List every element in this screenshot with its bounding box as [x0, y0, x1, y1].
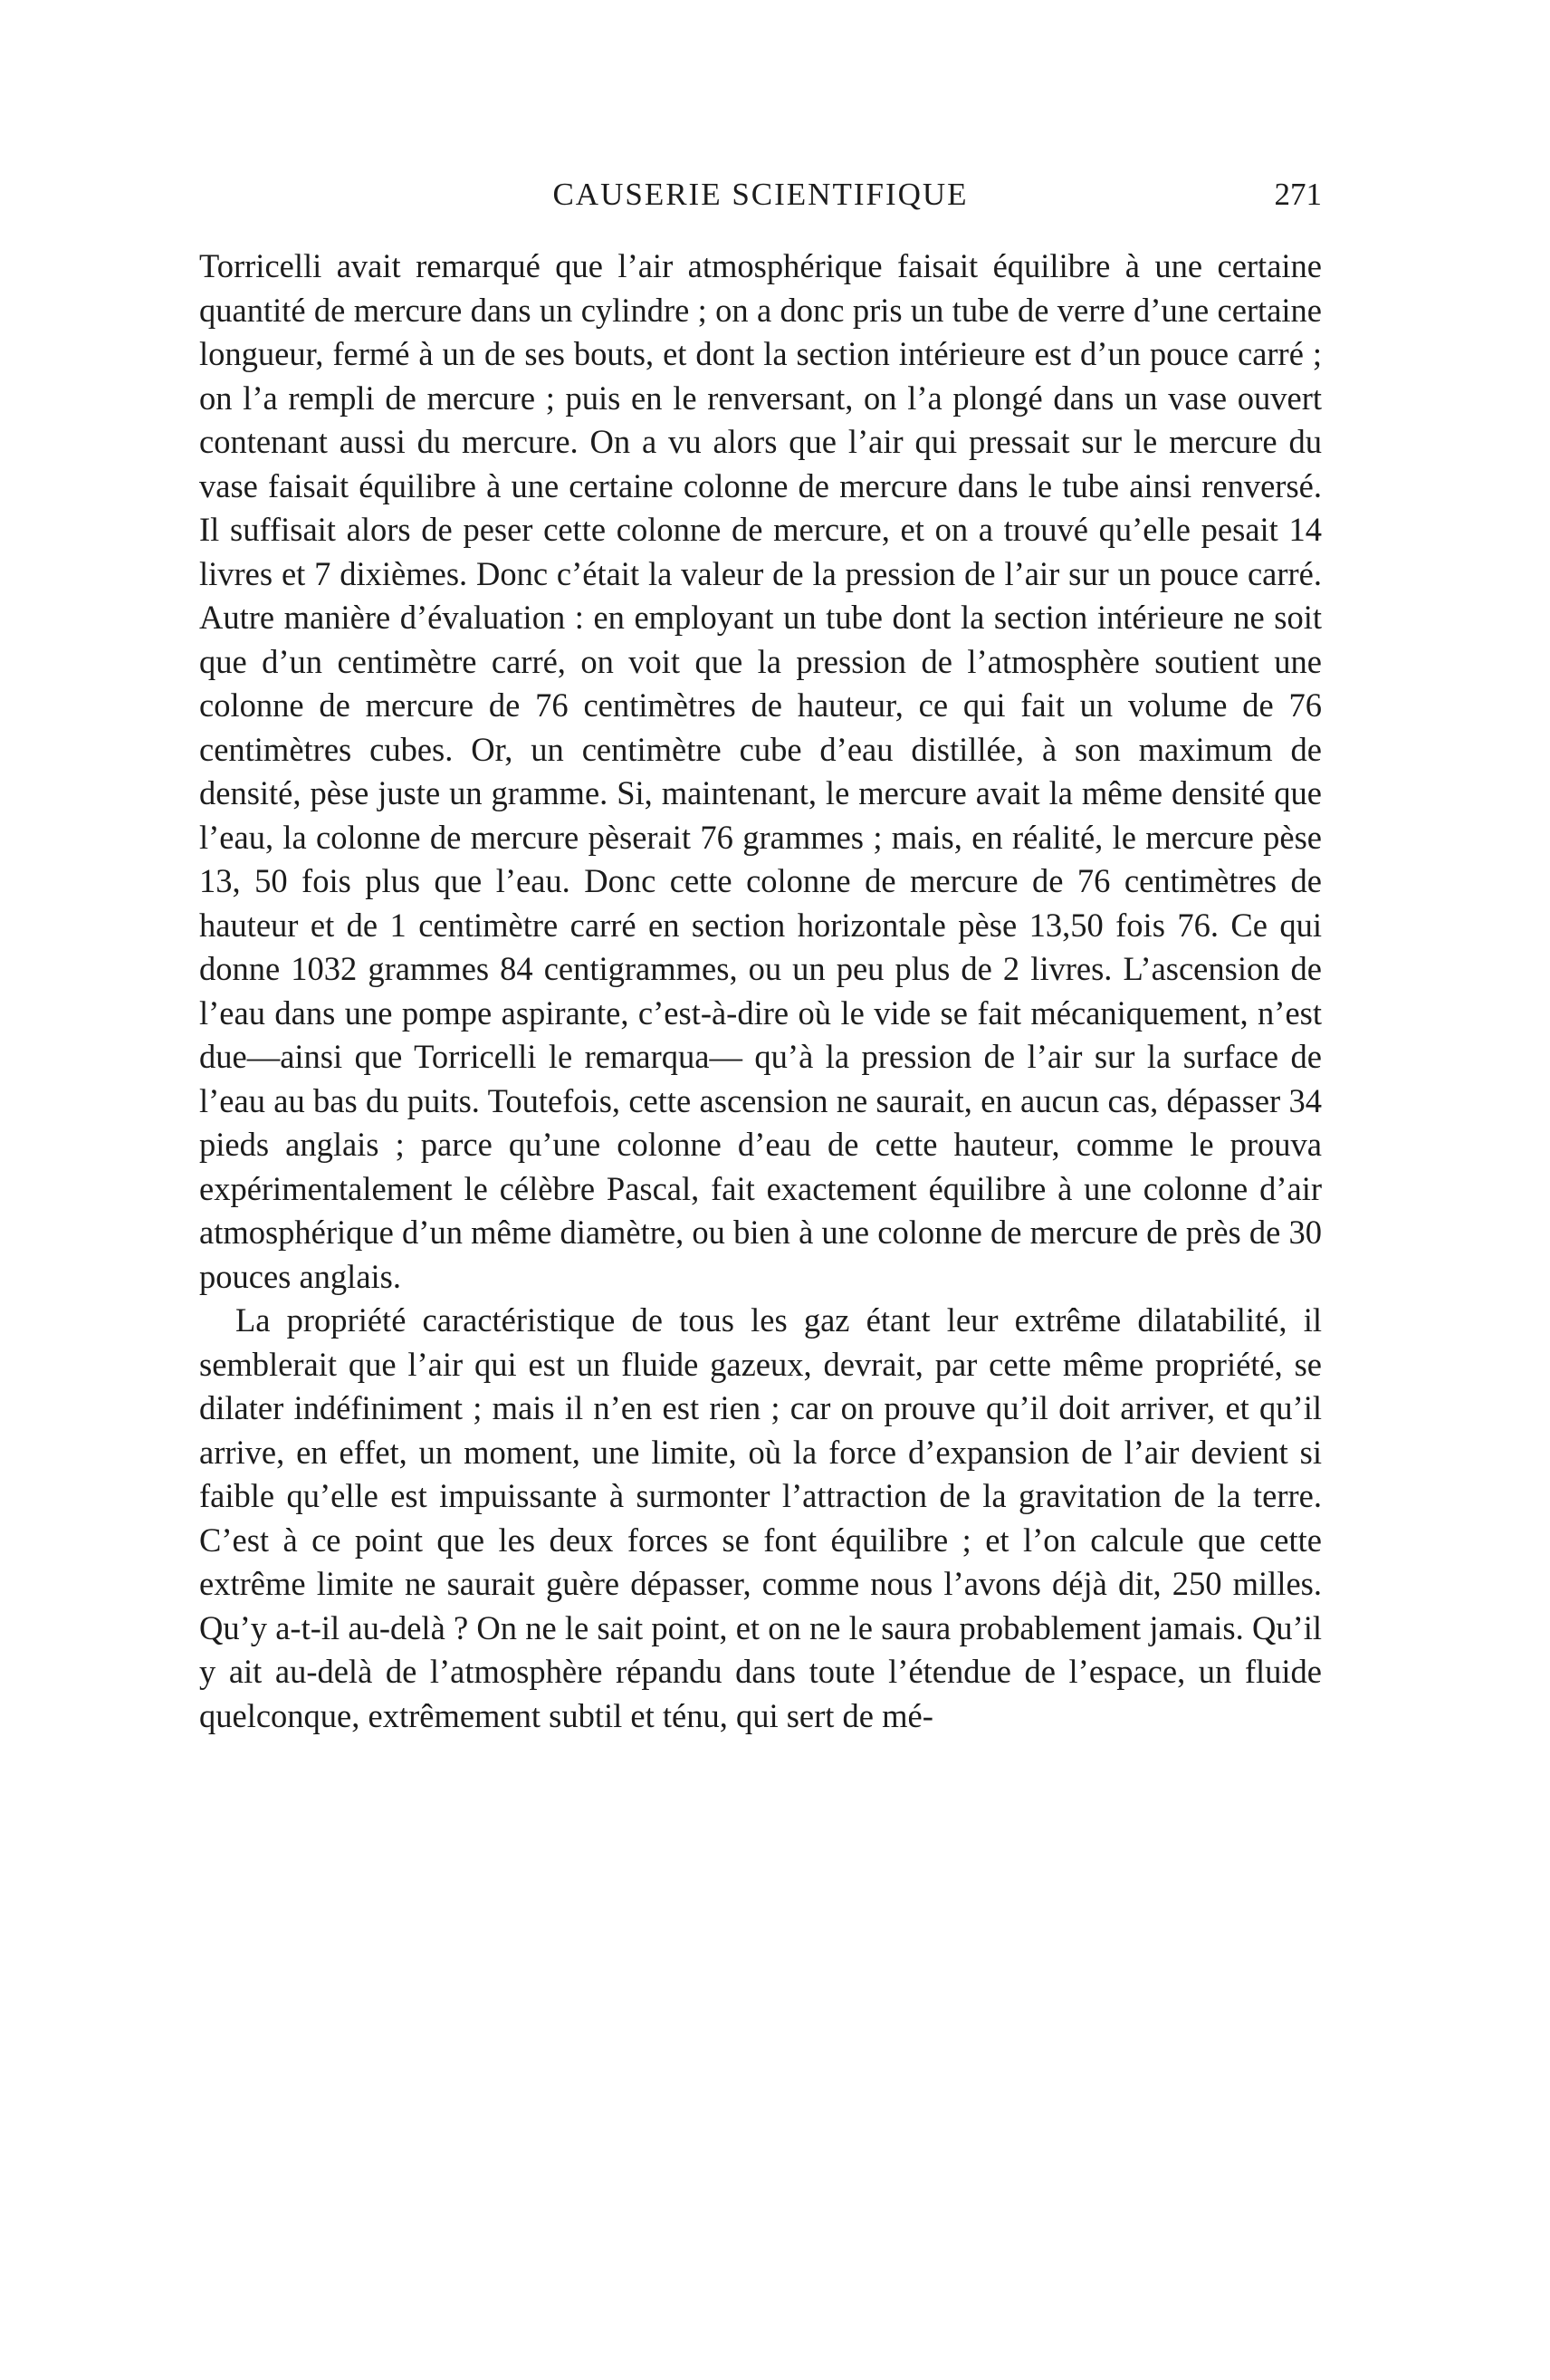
page-header	[199, 177, 1322, 222]
body-text	[199, 245, 1322, 1738]
paragraph-gaz-dilatabilite: La propriété caractéristique de tous les gaz étant leur extrême dilatabilité, il semblerait que l’air qui est un fluide gazeux, devrait, par cette même propriété, se dilater indéfiniment ; mais il n’en est rien ; car on prouve qu’il doit arriver, et qu’il arrive, en effet, un moment, une limite, où la force d’expansion de l’air devient si faible qu’elle est impuissante à surmonter l’attraction de la gravitation de la terre. C’est à ce point que les deux forces se font équilibre ; et l’on calcule que cette extrême limite ne saurait guère dépasser, comme nous l’avons déjà dit, 250 milles. Qu’y a-t-il au-delà ? On ne le sait point, et on ne le saura probablement jamais. Qu’il y ait au-delà de l’atmosphère répandu dans toute l’étendue de l’espace, un fluide quelconque, extrêmement subtil et ténu, qui sert de mé-	[199, 1301, 1322, 1734]
paragraph-torricelli: Torricelli avait remarqué que l’air atmosphérique faisait équilibre à une certaine quantité de mercure dans un cylindre ; on a donc pris un tube de verre d’une certaine longueur, fermé à un de ses bouts, et dont la section intérieure est d’un pouce carré ; on l’a rempli de mercure ; puis en le renversant, on l’a plongé dans un vase ouvert contenant aussi du mercure. On a vu alors que l’air qui pressait sur le mercure du vase faisait équilibre à une certaine colonne de mercure dans le tube ainsi renversé. Il suffisait alors de peser cette colonne de mercure, et on a trouvé qu’elle pesait 14 livres et 7 dixièmes. Donc c’était la valeur de la pression de l’air sur un pouce carré. Autre manière d’évaluation : en employant un tube dont la section intérieure ne soit que d’un centimètre carré, on voit que la pression de l’atmosphère soutient une colonne de mercure de 76 centimètres de hauteur, ce qui fait un volume de 76 centimètres cubes. Or, un centimètre cube d’eau distillée, à son maximum de densité, pèse juste un gramme. Si, maintenant, le mercure avait la même densité que l’eau, la colonne de mercure pèserait 76 grammes ; mais, en réalité, le mercure pèse 13, 50 fois plus que l’eau. Donc cette colonne de mercure de 76 centimètres de hauteur et de 1 centimètre carré en section horizontale pèse 13,50 fois 76. Ce qui donne 1032 grammes 84 centigrammes, ou un peu plus de 2 livres. L’ascension de l’eau dans une pompe aspirante, c’est-à-dire où le vide se fait mécaniquement, n’est due—ainsi que Torricelli le remarqua— qu’à la pression de l’air sur la surface de l’eau au bas du puits. Toutefois, cette ascension ne saurait, en aucun cas, dépasser 34 pieds anglais ; parce qu’une colonne d’eau de cette hauteur, comme le prouva expérimentalement le célèbre Pascal, fait exactement équilibre à une colonne d’air atmosphérique d’un même diamètre, ou bien à une colonne de mercure de près de 30 pouces anglais.	[199, 247, 1322, 1295]
page-number: 271	[1274, 177, 1322, 212]
running-title: CAUSERIE SCIENTIFIQUE	[552, 177, 969, 212]
